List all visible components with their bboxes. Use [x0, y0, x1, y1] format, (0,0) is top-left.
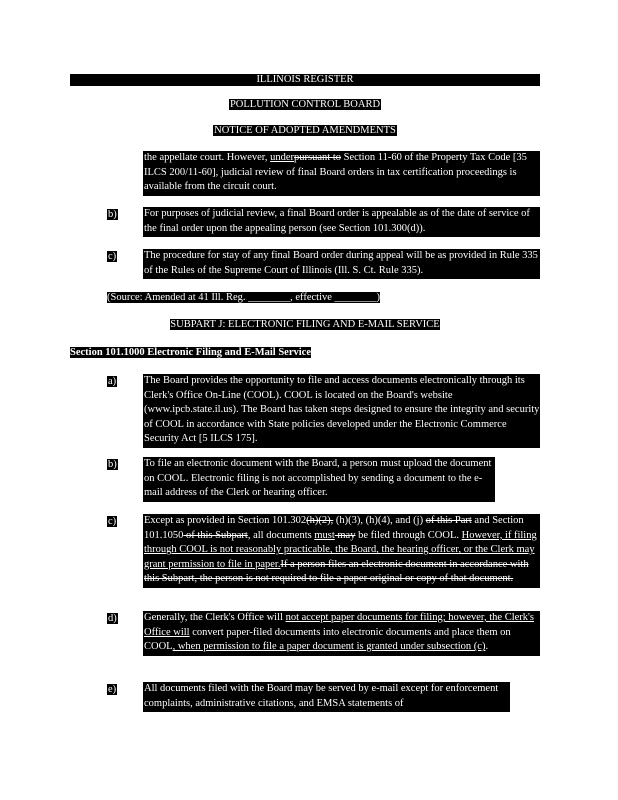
item-a-label: a)	[108, 376, 117, 387]
section-title: Section 101.1000 Electronic Filing and E-Mail Service	[70, 347, 311, 358]
item-e-text: All documents filed with the Board may be served by e-mail except for enforcement complaints, administrative citations, and EMSA statements of	[143, 682, 510, 712]
item-a-text: The Board provides the opportunity to file and access documents electronically through its Clerk's Office On-Line (COOL). COOL is located on the Board's website (www.ipcb.state.il.us). The Board has taken steps designed to ensure the integrity and security of COOL in accordance with State policies developed under the Electronic Commerce Security Act [5 ILCS 175].	[143, 374, 540, 448]
register-title: ILLINOIS REGISTER	[256, 74, 354, 85]
source-note: (Source: Amended at 41 Ill. Reg. ________, effective ________)	[107, 292, 381, 303]
item-c-label: c)	[108, 251, 117, 262]
item-d-label: d)	[108, 613, 117, 624]
item-c2-text: Except as provided in Section 101.302(h)(2), (h)(3), (h)(4), and (j) of this Part and Section 101.1050 of this Subpart, all documents must may be filed through COOL. However, if filing through COOL is not reasonably practicable, the Board, the hearing officer, or the Clerk may grant permission to file in paper.If a person files an electronic document in accordance with this Subpart, the person is not required to file a paper original or copy of that document.	[143, 514, 540, 588]
item-b2-text: To file an electronic document with the Board, a person must upload the document on COOL. Electronic filing is not accomplished by sending a document to the e-mail address of the Clerk or hearing officer.	[143, 457, 495, 502]
item-b-label: b)	[108, 209, 117, 220]
item-c-text: The procedure for stay of any final Board order during appeal will be as provided in Rule 335 of the Rules of the Supreme Court of Illinois (Ill. S. Ct. Rule 335).	[143, 249, 540, 279]
item-c2-label: c)	[108, 516, 117, 527]
notice-title: NOTICE OF ADOPTED AMENDMENTS	[214, 125, 396, 136]
agency-title: POLLUTION CONTROL BOARD	[229, 99, 381, 110]
item-b2-label: b)	[108, 459, 117, 470]
item-d-text: Generally, the Clerk's Office will not accept paper documents for filing; however, the Clerk's Office will convert paper-filed documents into electronic documents and place them on COOL, when permission to file a paper document is granted under subsection (c).	[143, 611, 540, 656]
item-e-label: e)	[108, 684, 117, 695]
subpart-heading: SUBPART J: ELECTRONIC FILING AND E-MAIL SERVICE	[170, 319, 440, 330]
continued-paragraph: the appellate court. However, underpursuant to Section 11-60 of the Property Tax Code [35 ILCS 200/11-60], judicial review of final Board orders in tax certification proceedings is available from the circuit court.	[143, 151, 540, 196]
item-b-text: For purposes of judicial review, a final Board order is appealable as of the date of service of the final order upon the appealing person (see Section 101.300(d)).	[143, 207, 540, 237]
